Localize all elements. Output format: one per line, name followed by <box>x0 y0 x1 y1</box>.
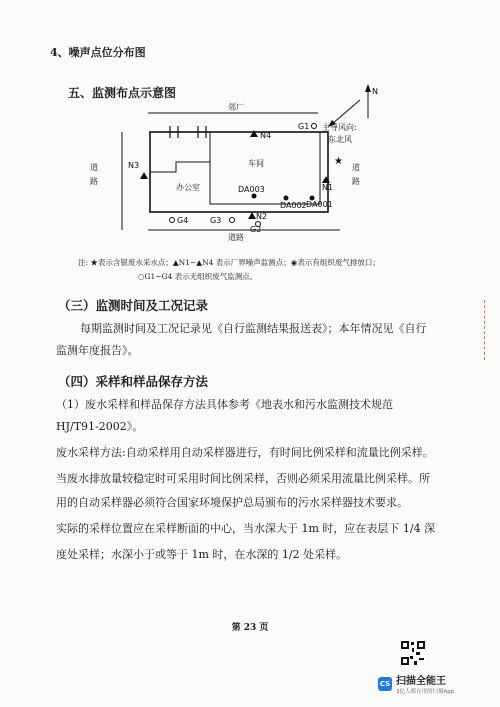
da003-label: DA003 <box>238 185 265 194</box>
north-label: N <box>372 87 378 96</box>
north-arrow-head <box>365 84 371 92</box>
scanner-app-tagline: 3亿人都在用的扫描App <box>396 689 455 695</box>
n3-label: N3 <box>128 161 140 170</box>
site-boundary <box>150 132 328 212</box>
scanner-watermark <box>378 672 454 695</box>
section-four-p4a: 实际的采样位置应在采样断面的中心，当水深大于 1m 时，应在表层下 1/4 深 <box>56 522 436 535</box>
section-four-p3a: 当废水排放量较稳定时可采用时间比例采样，否则必须采用流量比例采样。所 <box>56 472 430 485</box>
page-number: 第 23 页 <box>231 623 269 633</box>
gas-point-g1 <box>312 124 317 129</box>
section-four-p2: 废水采样方法:自动采样用自动采样器进行，有时间比例采样和流量比例采样。 <box>56 446 434 459</box>
gas-point-g3 <box>230 218 235 223</box>
section-four-p1a: （1）废水采样和样品保存方法具体参考《地表水和污水监测技术规范 <box>56 398 393 411</box>
neighbor-label: 邻厂 <box>228 103 244 112</box>
section-four-heading: （四）采样和样品保存方法 <box>58 374 209 389</box>
wind-arrow-line <box>332 100 360 124</box>
g3-label: G3 <box>210 216 222 225</box>
road-right-1: 道 <box>352 163 360 172</box>
section-4-title: 4、噪声点位分布图 <box>50 46 146 59</box>
qr-code-icon <box>400 640 426 666</box>
section-four-p3b: 用的自动采样器必须符合国家环境保护总局颁布的污水采样器技术要求。 <box>56 496 408 509</box>
road-right-2: 路 <box>352 177 360 186</box>
road-bottom-label: 道路 <box>228 233 244 242</box>
legend-line-2: ○G1~G4 表示无组织废气监测点。 <box>138 272 258 281</box>
workshop-label: 车间 <box>248 159 264 168</box>
exhaust-da003 <box>252 194 257 199</box>
noise-point-n2 <box>248 212 256 219</box>
da001-label: DA001 <box>306 200 333 209</box>
scanner-app-name: 扫描全能王 <box>396 676 446 687</box>
exhaust-da002 <box>284 196 289 201</box>
workshop-outline <box>210 132 320 204</box>
n2-label: N2 <box>256 212 268 221</box>
gas-point-g4 <box>170 218 175 223</box>
g2-label: G2 <box>250 225 262 234</box>
n1-label: N1 <box>322 183 334 192</box>
g1-label: G1 <box>298 122 310 131</box>
section-5-title: 五、监测布点示意图 <box>68 86 177 100</box>
wastewater-star-icon: ★ <box>334 156 343 167</box>
g4-label: G4 <box>177 216 189 225</box>
da002-label: DA002 <box>280 201 307 210</box>
diagram-legend <box>78 256 380 284</box>
scanner-logo-icon: CS <box>378 677 392 691</box>
n4-label: N4 <box>260 131 272 140</box>
section-four-p1b: HJ/T91-2002》。 <box>56 420 144 433</box>
section-three-heading: （三）监测时间及工况记录 <box>58 298 209 313</box>
wind-label-1: 主导风向: <box>322 123 357 132</box>
office-label: 办公室 <box>176 183 200 192</box>
section-four-p4b: 度处采样；水深小于或等于 1m 时，在水深的 1/2 处采样。 <box>56 548 348 561</box>
section-three-p1: 每期监测时间及工况记录见《自行监测结果报送表》；本年情况见《自行 <box>80 322 427 335</box>
noise-point-n4 <box>250 130 258 137</box>
scan-edge-mark <box>484 300 489 360</box>
section-three-p2: 监测年度报告》。 <box>56 344 139 357</box>
noise-point-n3 <box>140 172 148 179</box>
legend-line-1: 注: ★表示含银废水采水点；▲N1~▲N4 表示厂界噪声监测点；◉表示有组织废气排放口； <box>78 258 380 267</box>
office-outline <box>150 132 210 172</box>
road-left-2: 路 <box>90 177 98 186</box>
road-left-1: 道 <box>90 163 98 172</box>
wind-label-2: 东北风 <box>328 135 352 144</box>
monitoring-layout-diagram <box>60 80 400 250</box>
